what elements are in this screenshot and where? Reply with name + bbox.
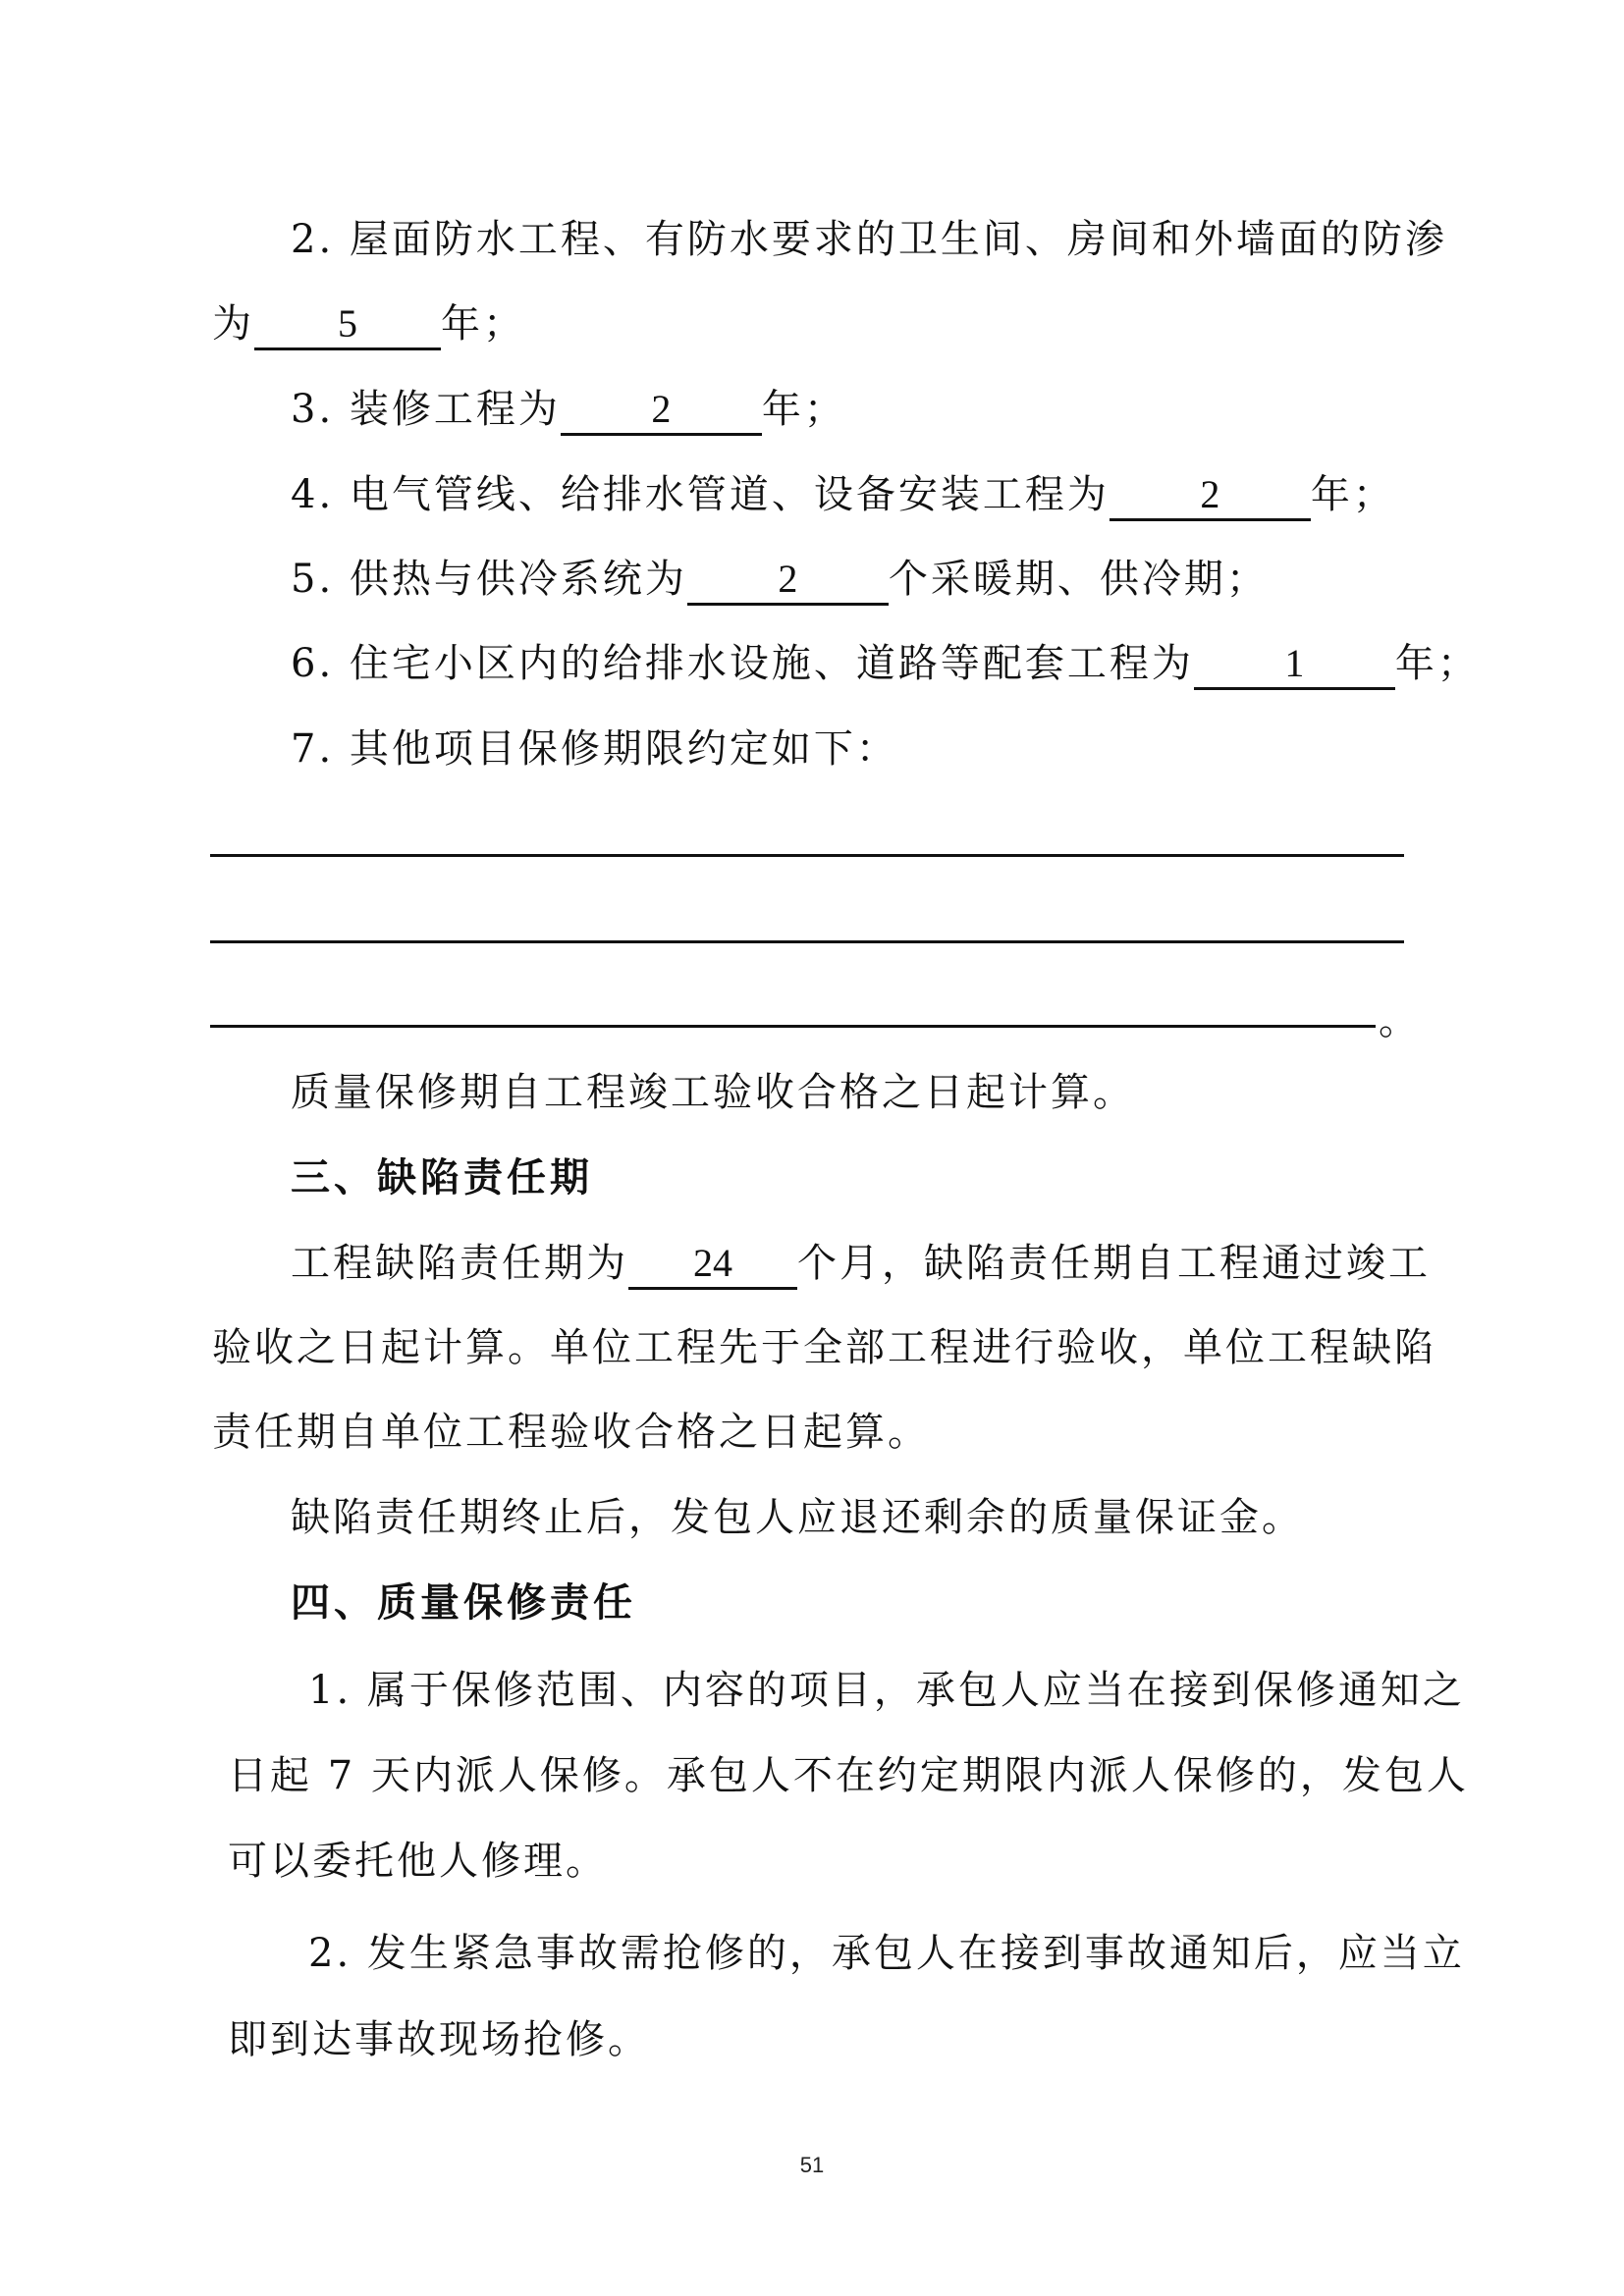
section-3-para-1-line-1: [291, 1234, 1431, 1293]
section-3-heading: 三、缺陷责任期: [291, 1155, 593, 1201]
blank-end-mark: 。: [1379, 998, 1421, 1043]
item-4-value: 2: [1110, 471, 1311, 521]
section-4-item-1-line-2: 日起 7 天内派人保修。承包人不在约定期限内派人保修的，发包人: [228, 1753, 1469, 1798]
section-4-heading: 四、质量保修责任: [291, 1580, 636, 1626]
item-6-label: 6. 住宅小区内的给排水设施、道路等配套工程为: [291, 641, 1194, 686]
defect-period-suffix: 个月，缺陷责任期自工程通过竣工: [797, 1241, 1431, 1286]
item-6-suffix: 年；: [1394, 641, 1480, 686]
item-4: [291, 465, 1395, 524]
section-4-item-2-line-2: 即到达事故现场抢修。: [228, 2017, 650, 2062]
item-3: [291, 380, 846, 439]
item-2-line1: 2. 屋面防水工程、有防水要求的卫生间、房间和外墙面的防渗: [291, 217, 1447, 262]
blank-rule-1: [210, 854, 1404, 857]
blank-rule-2: [210, 940, 1404, 943]
item-4-label: 4. 电气管线、给排水管道、设备安装工程为: [291, 472, 1110, 517]
item-3-value: 2: [561, 386, 762, 436]
page-number: 51: [799, 2153, 825, 2177]
item-2-suffix: 年；: [441, 301, 525, 347]
section-3-para-1-line-3: 责任期自单位工程验收合格之日起算。: [212, 1410, 930, 1455]
item-2-line2: [212, 294, 525, 353]
section-3-para-1-line-2: 验收之日起计算。单位工程先于全部工程进行验收，单位工程缺陷: [212, 1325, 1436, 1370]
item-2-label: 为: [212, 301, 254, 347]
item-5-suffix: 个采暖期、供冷期；: [888, 557, 1269, 602]
item-3-suffix: 年；: [761, 387, 846, 432]
section-4-item-1-line-1: 1. 属于保修范围、内容的项目，承包人应当在接到保修通知之: [308, 1668, 1465, 1713]
blank-rule-3: [210, 1025, 1376, 1028]
section-4-item-2-line-1: 2. 发生紧急事故需抢修的，承包人在接到事故通知后，应当立: [308, 1931, 1465, 1976]
item-4-suffix: 年；: [1310, 472, 1395, 517]
item-6-value: 1: [1194, 640, 1395, 690]
section-4-item-1-line-3: 可以委托他人修理。: [228, 1839, 608, 1884]
item-5-value: 2: [687, 556, 889, 606]
item-2-value: 5: [254, 300, 441, 350]
item-3-label: 3. 装修工程为: [291, 387, 561, 432]
item-6: [291, 634, 1480, 693]
item-7: 7. 其他项目保修期限约定如下：: [291, 726, 898, 772]
warranty-start-text: 质量保修期自工程竣工验收合格之日起计算。: [291, 1070, 1135, 1115]
section-3-para-2: 缺陷责任期终止后，发包人应退还剩余的质量保证金。: [291, 1495, 1304, 1540]
item-5: [291, 550, 1269, 609]
item-5-label: 5. 供热与供冷系统为: [291, 557, 687, 602]
defect-period-value: 24: [628, 1240, 797, 1290]
defect-period-label: 工程缺陷责任期为: [291, 1241, 628, 1286]
